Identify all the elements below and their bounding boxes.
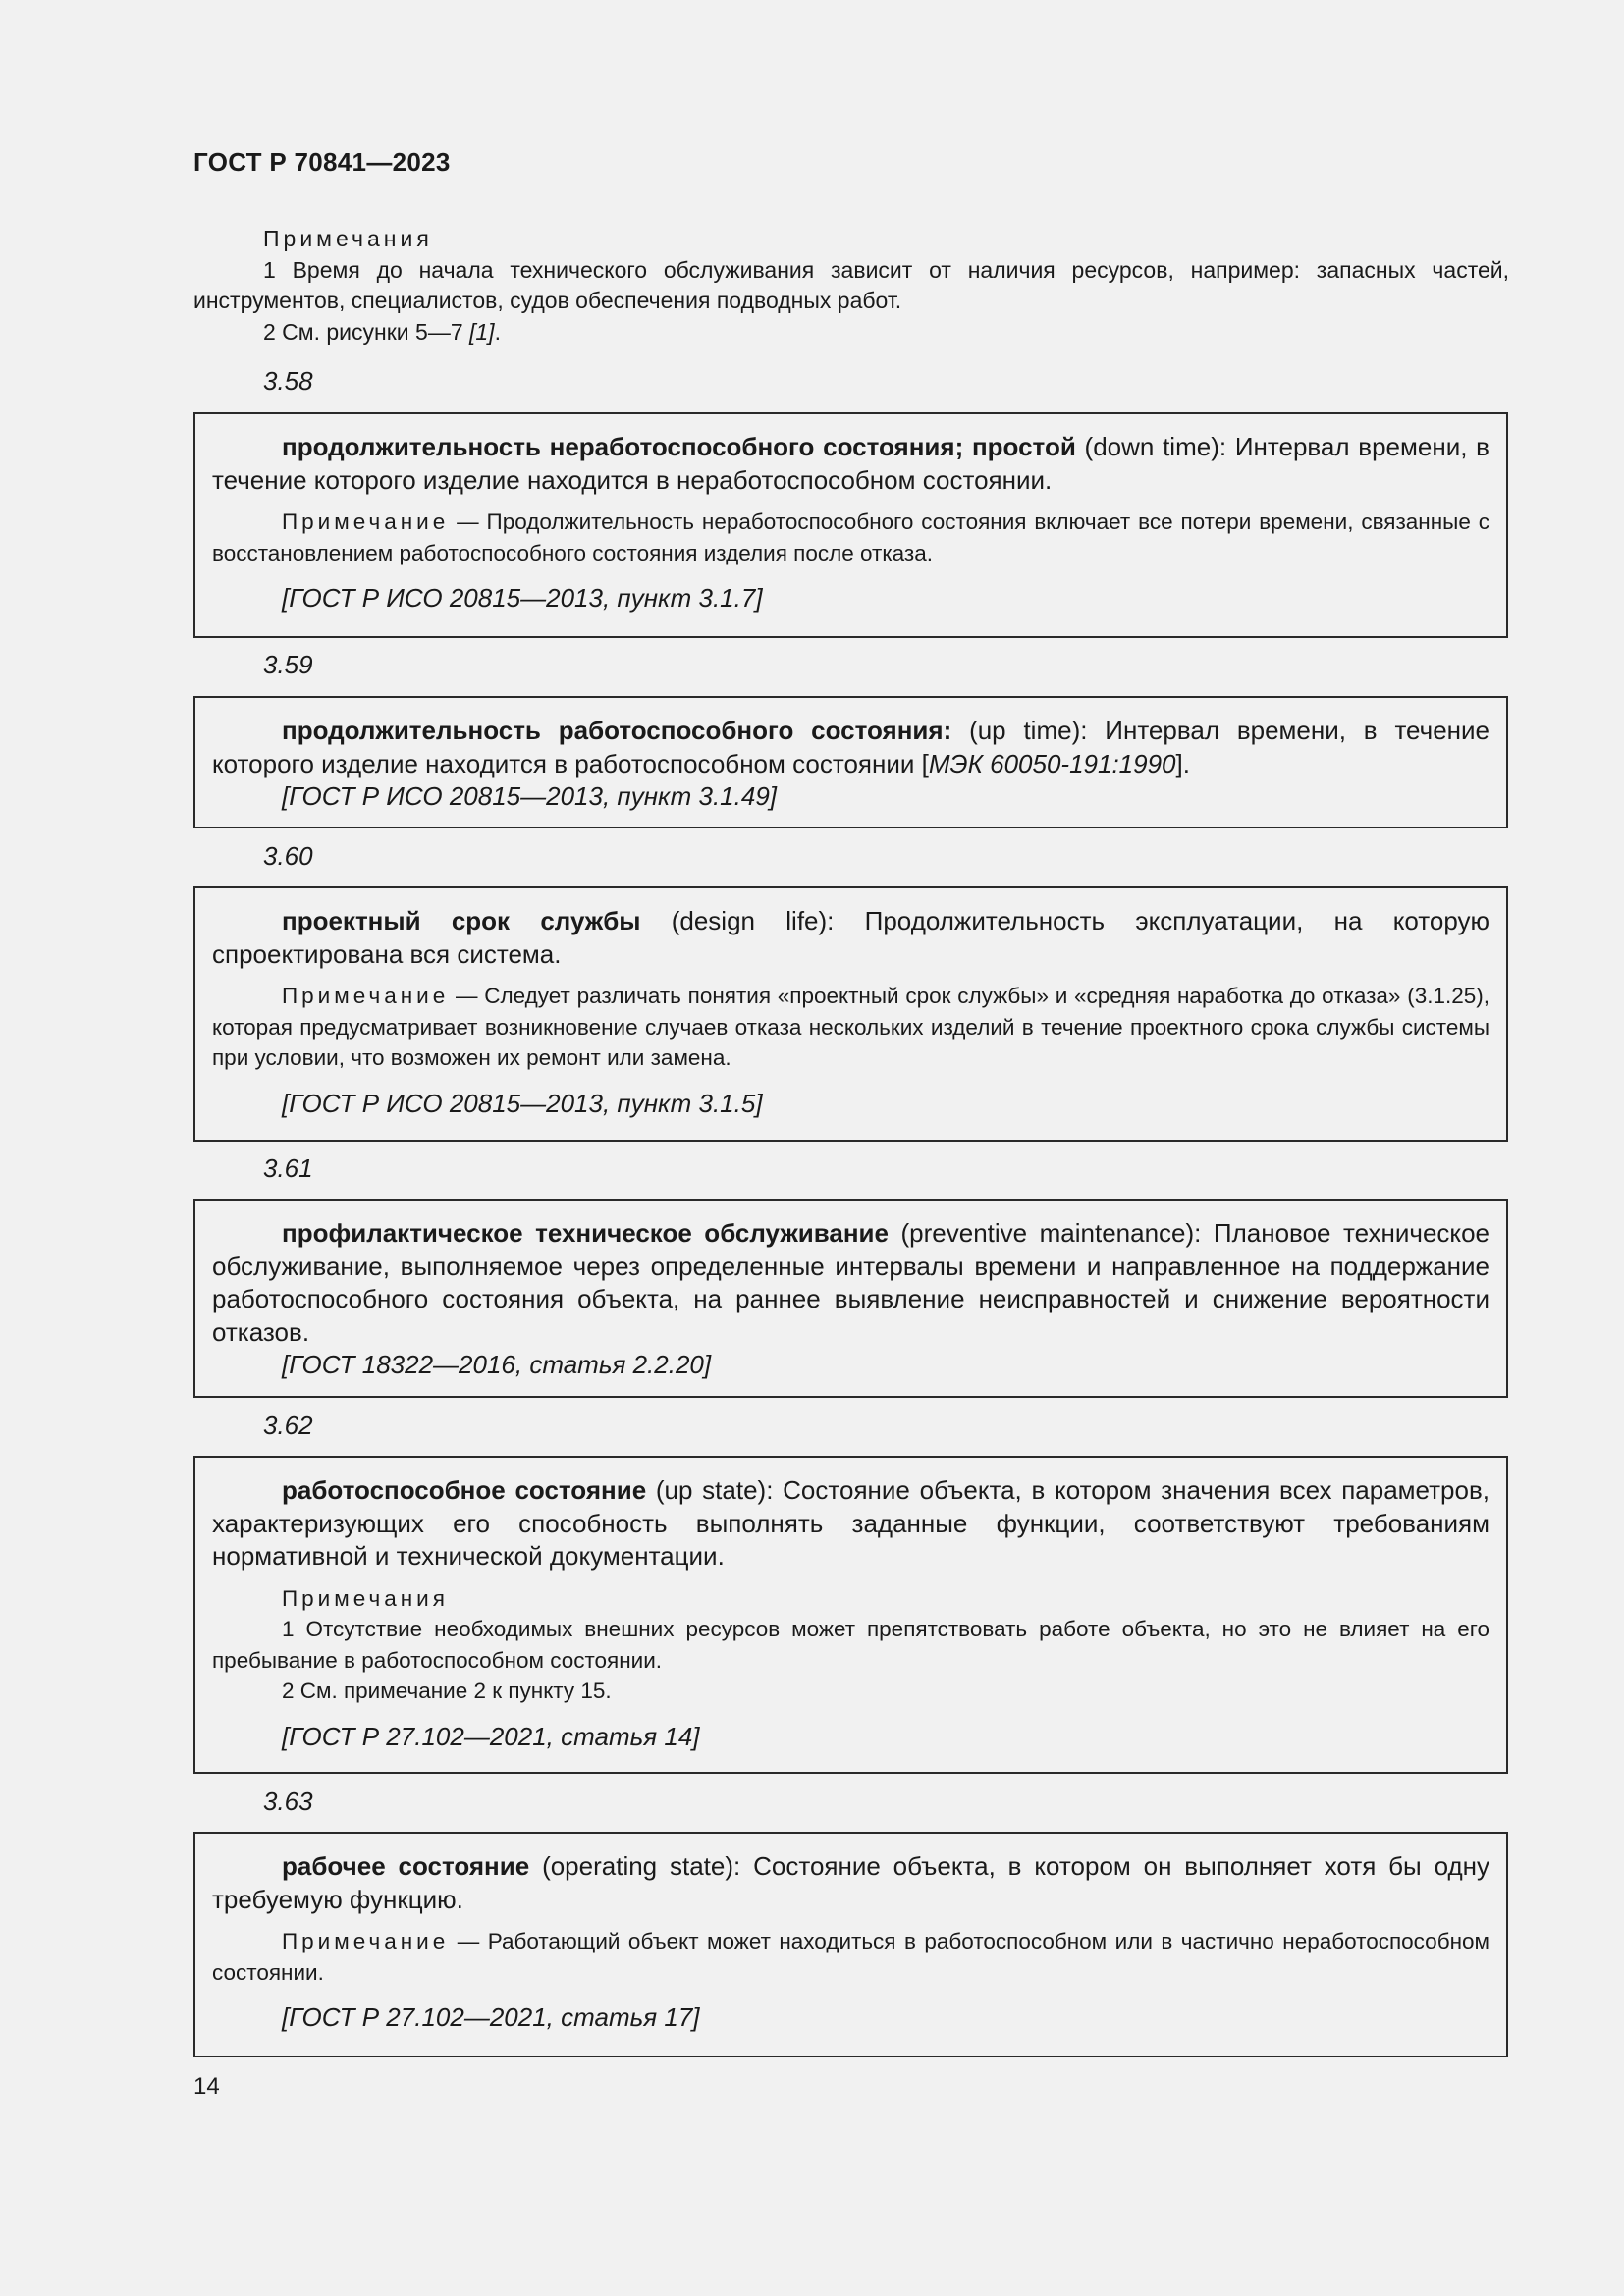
term-box-3-60 xyxy=(193,886,1508,1142)
term-source: [ГОСТ Р ИСО 20815—2013, пункт 3.1.7] xyxy=(282,583,763,613)
term-definition: профилактическое техническое обслуживание (preventive maintenance): Плановое техническое обслуживание, выполняемое через определенные интервалы времени и направленное на поддержание работоспособного состояния объекта, на раннее выявление неисправностей и снижение вероятности отказов. xyxy=(212,1218,1489,1347)
term-note: 1 Отсутствие необходимых внешних ресурсов может препятствовать работе объекта, но это не влияет на его пребывание в работоспособном состоянии. xyxy=(212,1617,1489,1673)
term-number: 3.62 xyxy=(263,1411,313,1440)
term-number: 3.60 xyxy=(263,841,313,871)
intro-notes xyxy=(193,224,1509,347)
term-box-3-63 xyxy=(193,1832,1508,2057)
term-note: Примечание — Следует различать понятия «проектный срок службы» и «средняя наработка до отказа» (3.1.25), которая предусматривает возникновение случаев отказа нескольких изделий в течение проектного срока службы системы при условии, что возможен их ремонт или замена. xyxy=(212,984,1489,1070)
term-number: 3.58 xyxy=(263,366,313,396)
note-item: 2 См. рисунки 5—7 [1]. xyxy=(263,318,501,345)
note-reference: [1] xyxy=(469,318,495,345)
term-note: 2 См. примечание 2 к пункту 15. xyxy=(282,1679,612,1703)
term-box-3-62 xyxy=(193,1456,1508,1774)
term-note: Примечание — Продолжительность неработоспособного состояния включает все потери времени, связанные с восстановлением работоспособного состояния изделия после отказа. xyxy=(212,509,1489,565)
term-note: Примечание — Работающий объект может находиться в работоспособном или в частично неработоспособном состоянии. xyxy=(212,1929,1489,1985)
term-number: 3.61 xyxy=(263,1153,313,1183)
document-header: ГОСТ Р 70841—2023 xyxy=(193,147,451,177)
term-name: профилактическое техническое обслуживание xyxy=(282,1218,889,1248)
term-source: [ГОСТ Р ИСО 20815—2013, пункт 3.1.5] xyxy=(282,1088,763,1118)
term-definition: рабочее состояние (operating state): Состояние объекта, в котором он выполняет хотя бы одну требуемую функцию. xyxy=(212,1851,1489,1914)
term-definition: продолжительность неработоспособного состояния; простой (down time): Интервал времени, в течение которого изделие находится в неработоспособном состоянии. xyxy=(212,432,1489,495)
notes-heading: Примечания xyxy=(282,1585,449,1611)
term-box-3-61 xyxy=(193,1199,1508,1398)
notes-heading: Примечания xyxy=(263,226,433,251)
term-name: продолжительность работоспособного состояния: xyxy=(282,716,952,745)
term-source: [ГОСТ Р 27.102—2021, статья 17] xyxy=(282,2002,700,2032)
page-number: 14 xyxy=(193,2073,220,2100)
term-name: проектный срок службы xyxy=(282,906,641,935)
term-name: продолжительность неработоспособного состояния; простой xyxy=(282,432,1076,461)
term-number: 3.63 xyxy=(263,1787,313,1816)
term-definition: работоспособное состояние (up state): Состояние объекта, в котором значения всех параметров, характеризующих его способность выполнять заданные функции, соответствуют требованиям нормативной и технической документации. xyxy=(212,1475,1489,1571)
term-box-3-58 xyxy=(193,412,1508,638)
term-source: [ГОСТ 18322—2016, статья 2.2.20] xyxy=(282,1350,712,1379)
term-source: [ГОСТ Р ИСО 20815—2013, пункт 3.1.49] xyxy=(282,781,778,811)
term-definition: проектный срок службы (design life): Продолжительность эксплуатации, на которую спроектирована вся система. xyxy=(212,906,1489,969)
term-box-3-59 xyxy=(193,696,1508,828)
term-name: работоспособное состояние xyxy=(282,1475,647,1505)
term-definition: продолжительность работоспособного состояния: (up time): Интервал времени, в течение которого изделие находится в работоспособном состоянии [МЭК 60050-191:1990]. xyxy=(212,716,1489,778)
term-number: 3.59 xyxy=(263,650,313,679)
note-item: 1 Время до начала технического обслуживания зависит от наличия ресурсов, например: запасных частей, инструментов, специалистов, судов обеспечения подводных работ. xyxy=(193,256,1509,313)
term-source: [ГОСТ Р 27.102—2021, статья 14] xyxy=(282,1721,700,1751)
term-name: рабочее состояние xyxy=(282,1851,530,1881)
